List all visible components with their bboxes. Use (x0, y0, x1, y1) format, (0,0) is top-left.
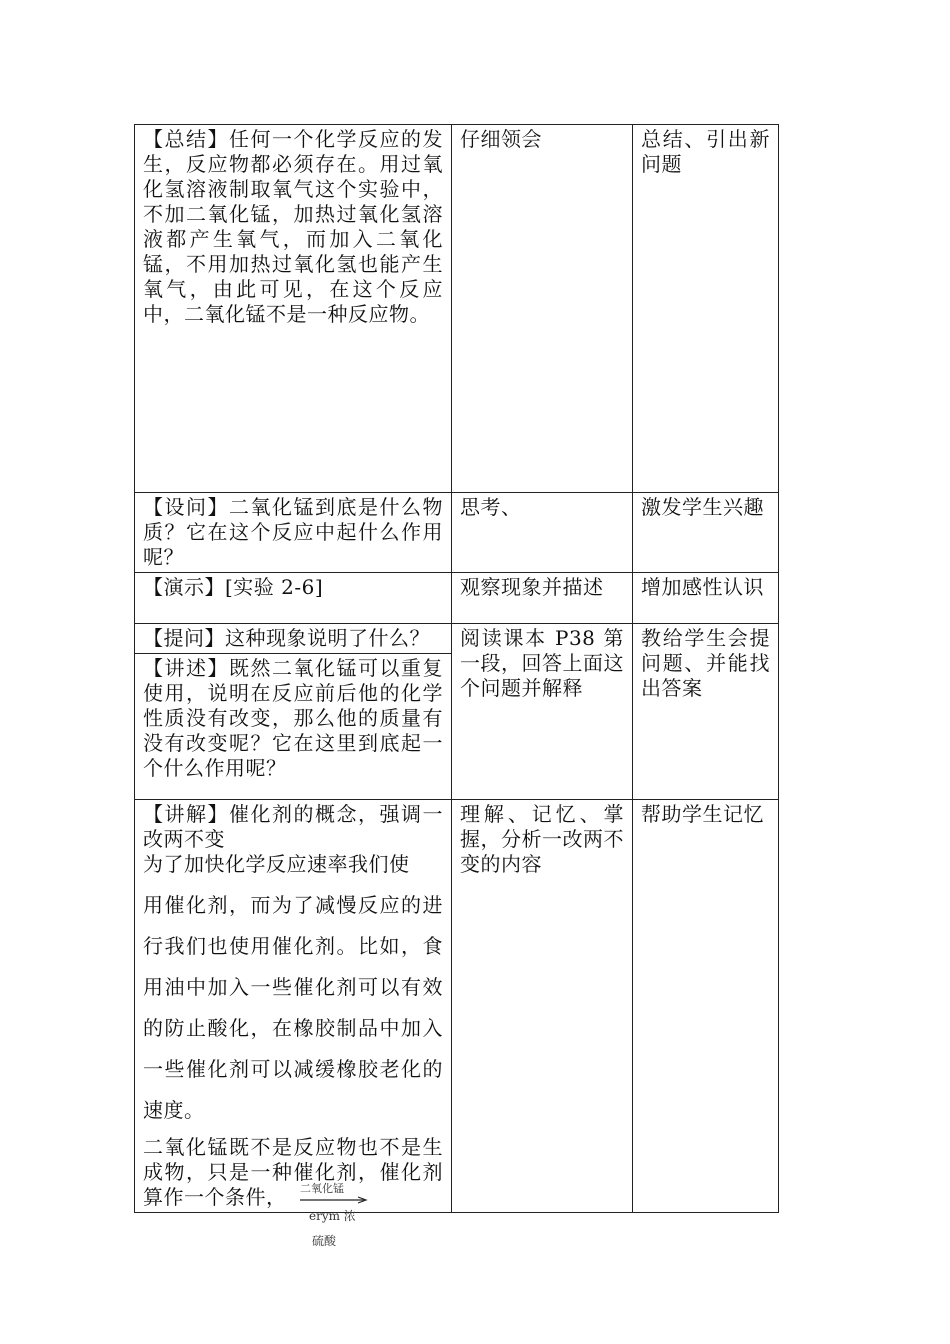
table-row (135, 800, 779, 1213)
footnote-line-1: erym 浓 (309, 1209, 356, 1223)
table-row (135, 125, 779, 493)
design-purpose-cell: 激发学生兴趣 (633, 493, 779, 573)
reaction-arrow-icon (300, 1196, 370, 1204)
reaction-arrow-label (300, 1180, 370, 1204)
explain-line: 为了加快化学反应速率我们使 (143, 852, 410, 876)
teacher-activity-cell: 【设问】二氧化锰到底是什么物质？它在这个反应中起什么作用呢？ (135, 493, 452, 573)
lesson-plan-table (134, 124, 779, 1213)
design-purpose-cell: 教给学生会提问题、并能找出答案 (633, 624, 779, 800)
design-purpose-cell: 帮助学生记忆 (633, 800, 779, 1213)
footnote-line-2: 硫酸 (312, 1234, 337, 1248)
question-block: 【提问】这种现象说明了什么？ (135, 624, 451, 654)
student-activity-cell: 阅读课本 P38 第一段，回答上面这个问题并解释 (452, 624, 633, 800)
teacher-activity-cell: 【演示】[实验 2-6] (135, 573, 452, 624)
student-activity-cell: 观察现象并描述 (452, 573, 633, 624)
student-activity-cell: 理解、记忆、掌握，分析一改两不变的内容 (452, 800, 633, 1213)
explain-paragraph: 用催化剂，而为了减慢反应的进行我们也使用催化剂。比如，食用油中加入一些催化剂可以有效的防止酸化，在橡胶制品中加入一些催化剂可以减缓橡胶老化的速度。 (143, 893, 443, 1122)
arrow-label-text: 二氧化锰 (300, 1182, 344, 1195)
table-row (135, 573, 779, 624)
teacher-activity-cell (135, 624, 452, 800)
student-activity-cell: 仔细领会 (452, 125, 633, 493)
catalyst-paragraph: 二氧化锰既不是反应物也不是生成物，只是一种催化剂，催化剂算作一个条件， (143, 1135, 443, 1209)
teacher-activity-cell (135, 800, 452, 1213)
explain-heading: 【讲解】催化剂的概念，强调一改两不变 (143, 802, 443, 851)
design-purpose-cell: 增加感性认识 (633, 573, 779, 624)
table-row (135, 493, 779, 573)
lecture-block: 【讲述】既然二氧化锰可以重复使用，说明在反应前后他的化学性质没有改变，那么他的质量有没有改变呢？它在这里到底起一个什么作用呢？ (143, 656, 443, 780)
table-row (135, 624, 779, 800)
teacher-activity-cell: 【总结】任何一个化学反应的发生，反应物都必须存在。用过氧化氢溶液制取氧气这个实验中，不加二氧化锰，加热过氧化氢溶液都产生氧气，而加入二氧化锰，不用加热过氧化氢也能产生氧气，由此可见，在这个反应中，二氧化锰不是一种反应物。 (135, 125, 452, 493)
design-purpose-cell: 总结、引出新问题 (633, 125, 779, 493)
student-activity-cell: 思考、 (452, 493, 633, 573)
